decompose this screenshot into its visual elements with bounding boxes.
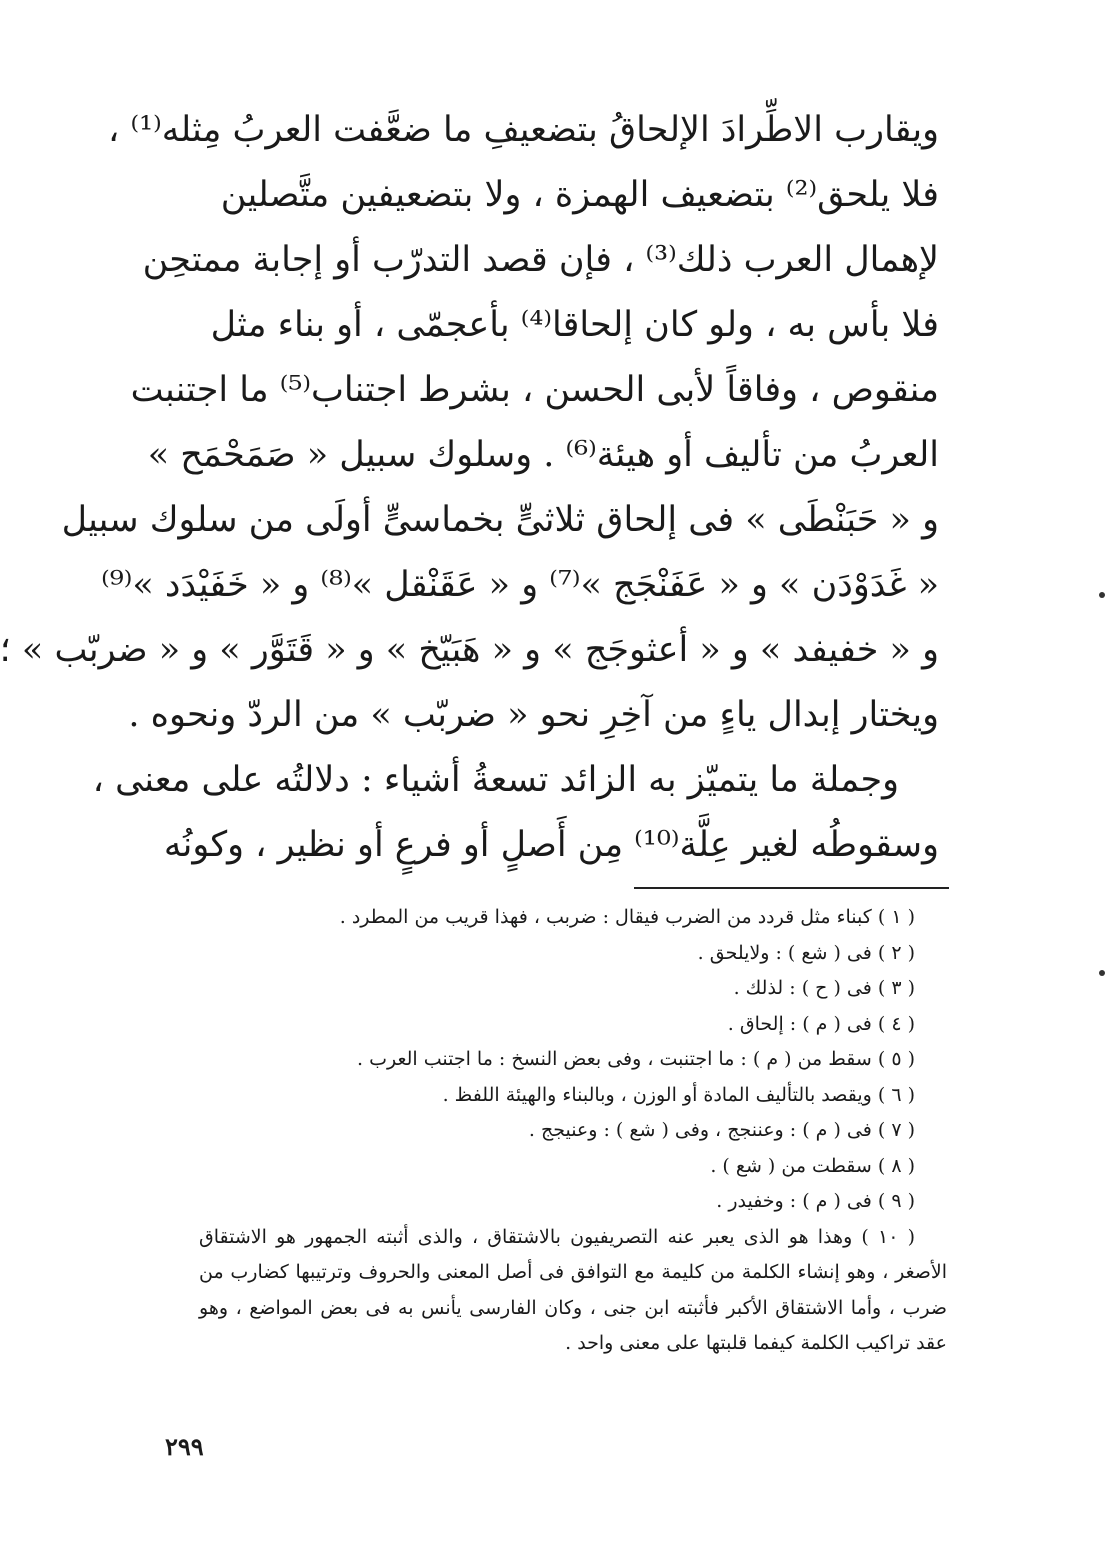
scan-edge-dot (1099, 592, 1105, 598)
text-line: وسقوطُه لغير عِلَّة⁽¹⁰⁾ مِن أَصلٍ أو فرعٍ أو نظير ، وكونُه (163, 825, 939, 865)
footnote: ( ٤ ) فى ( م ) : إلحاق . (727, 1012, 915, 1035)
text-line: « غَدَوْدَن » و « عَفَنْجَج »⁽⁷⁾ و « عَقَنْقل »⁽⁸⁾ و « خَفَيْدَد »⁽⁹⁾ (101, 565, 939, 605)
text-line: ويقارب الاطِّرادَ الإلحاقُ بتضعيفِ ما ضعَّفت العربُ مِثله⁽¹⁾ ، (108, 110, 939, 150)
footnote: ( ٨ ) سقطت من ( شع ) . (710, 1154, 915, 1177)
footnotes-block (199, 900, 947, 1362)
footnote-10-line: عقد تراكيب الكلمة كيفما قلبتها على معنى واحد . (565, 1332, 947, 1354)
footnote-10-line: الأصغر ، وهو إنشاء الكلمة من كليمة مع التوافق فى أصل المعنى والحروف وترتيبها كضارب من (199, 1261, 947, 1283)
main-text-block (0, 98, 939, 878)
footnote: ( ٦ ) ويقصد بالتأليف المادة أو الوزن ، وبالبناء والهيئة اللفظ . (442, 1083, 915, 1106)
text-line: ويختار إبدال ياءٍ من آخِرِ نحو « ضربّب » من الردّ ونحوه . (128, 695, 939, 735)
text-line: و « خفيفد » و « أعثوجَج » و « هَبَيّخ » و « قَتَوَّر » و « ضربّب » ؛ (0, 630, 939, 670)
text-line: العربُ من تأليف أو هيئة⁽⁶⁾ . وسلوك سبيل « صَمَحْمَح » (147, 435, 939, 475)
text-line: منقوص ، وفاقاً لأبى الحسن ، بشرط اجتناب⁽⁵⁾ ما اجتنبت (130, 370, 939, 410)
page-number: ٢٩٩ (165, 1432, 204, 1461)
footnote-10-line: ( ١٠ ) وهذا هو الذى يعبر عنه التصريفيون بالاشتقاق ، والذى أثبته الجمهور هو الاشتقاق (199, 1225, 916, 1248)
footnote-10-line: ضرب ، وأما الاشتقاق الأكبر فأثبته ابن جنى ، وكان الفارسى يأنس به فى بعض المواضع ، وهو (199, 1296, 947, 1319)
footnote: ( ٥ ) سقط من ( م ) : ما اجتنبت ، وفى بعض النسخ : ما اجتنب العرب . (357, 1048, 915, 1070)
text-line: فلا يلحق⁽²⁾ بتضعيف الهمزة ، ولا بتضعيفين متَّصلين (220, 175, 939, 215)
text-line: وجملة ما يتميّز به الزائد تسعةُ أشياء : دلالتُه على معنى ، (92, 760, 899, 800)
footnote: ( ٣ ) فى ( ح ) : لذلك . (733, 977, 915, 999)
text-line: فلا بأس به ، ولو كان إلحاقا⁽⁴⁾ بأعجمّى ، أو بناء مثل (210, 305, 939, 345)
footnote: ( ٧ ) فى ( م ) : وعننجج ، وفى ( شع ) : وعنيجج . (528, 1119, 915, 1141)
footnote: ( ٢ ) فى ( شع ) : ولايلحق . (697, 941, 915, 964)
footnote-separator (634, 887, 949, 889)
footnote: ( ١ ) كبناء مثل قردد من الضرب فيقال : ضربب ، فهذا قريب من المطرد . (339, 906, 915, 928)
footnote: ( ٩ ) فى ( م ) : وخفيدر . (716, 1190, 915, 1212)
scan-edge-dot (1099, 970, 1105, 976)
text-line: و « حَبَنْطَى » فى إلحاق ثلاثىٍّ بخماسىٍّ أولَى من سلوك سبيل (61, 500, 939, 540)
text-line: لإهمال العرب ذلك⁽³⁾ ، فإن قصد التدرّب أو إجابة ممتحِن (142, 240, 939, 280)
